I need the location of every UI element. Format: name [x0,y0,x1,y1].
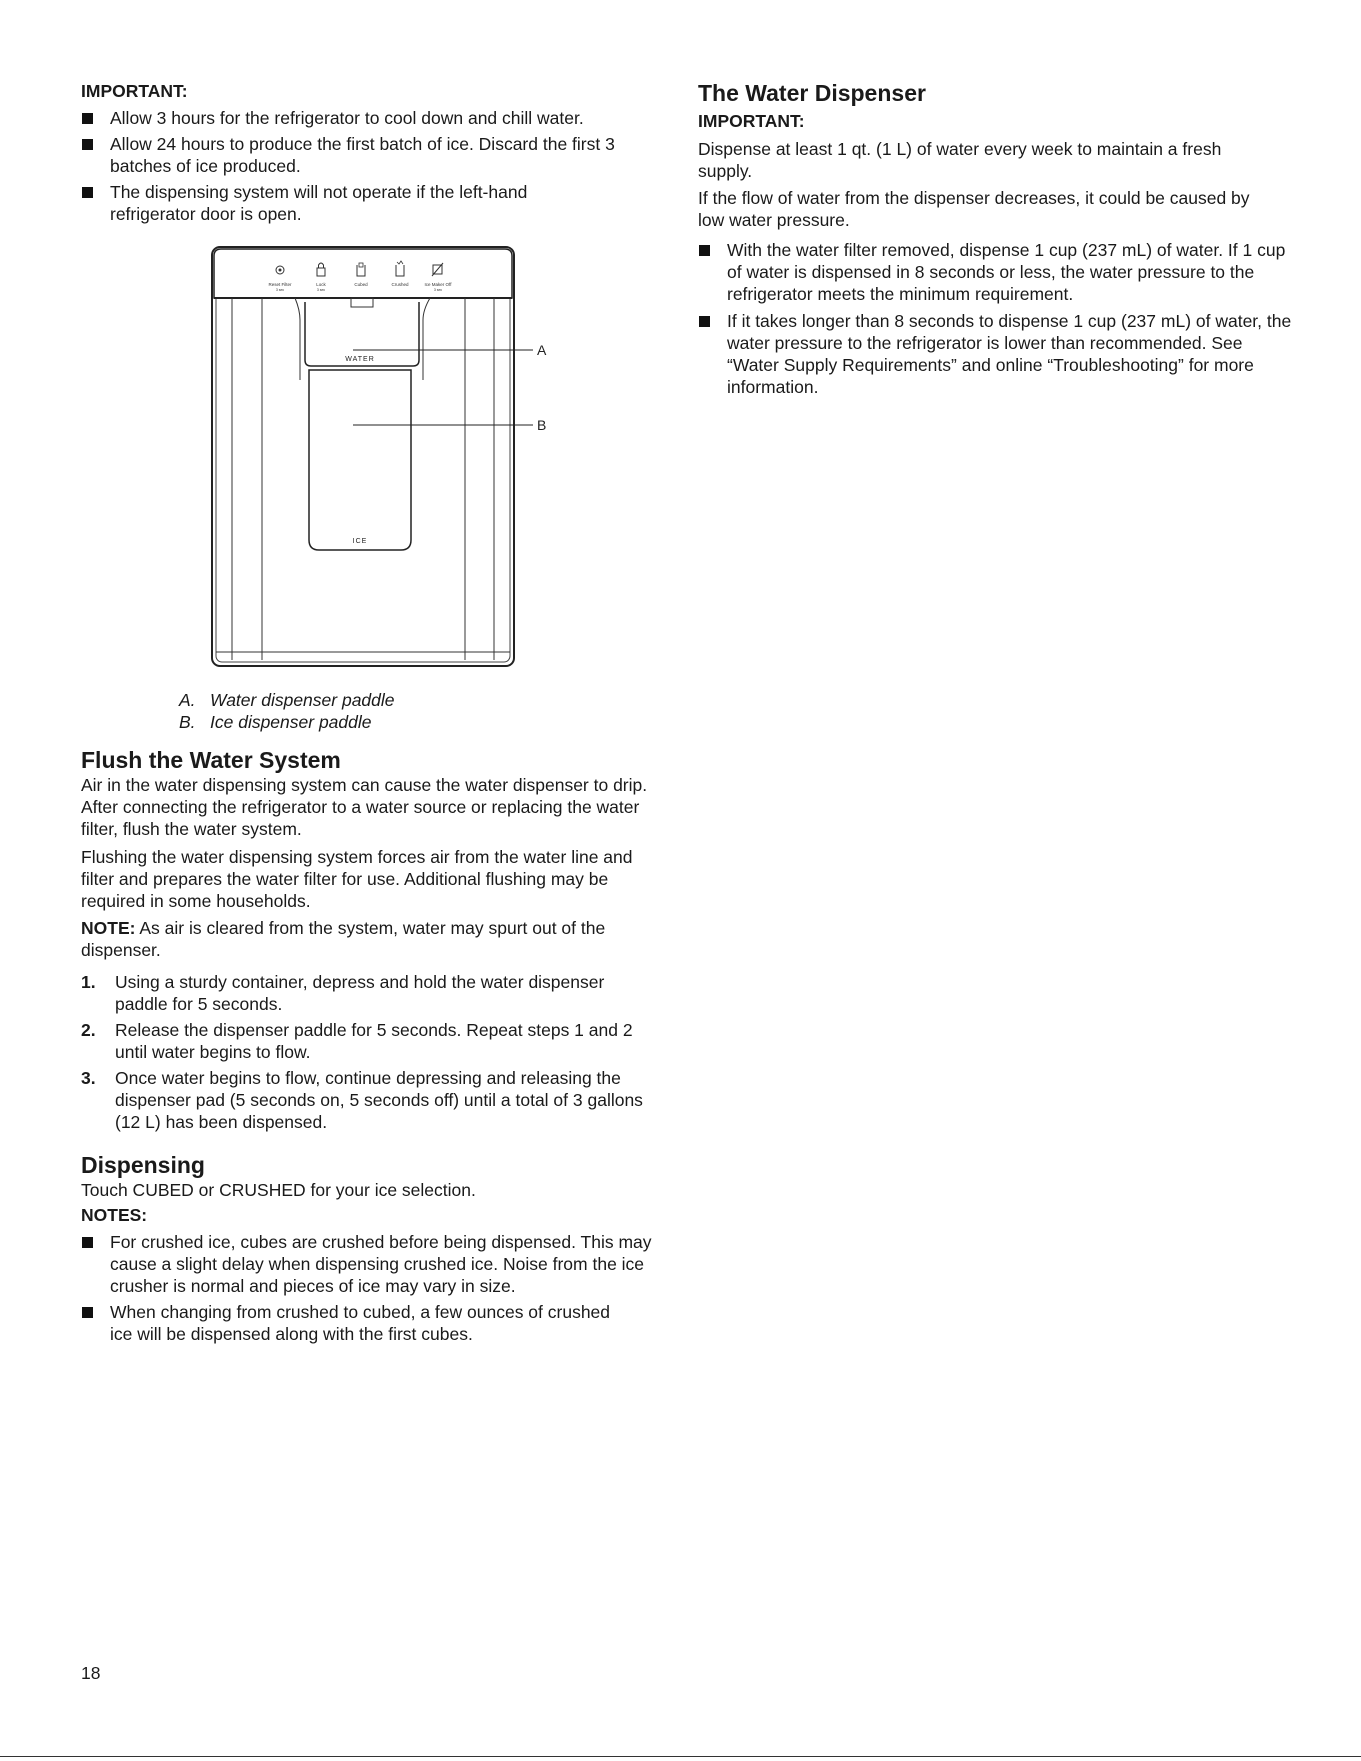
square-bullet-icon [82,139,93,150]
dispenser-diagram [205,240,585,670]
right-important-label: IMPORTANT: [698,111,805,131]
notes-list [81,1231,661,1345]
flush-para-1: Air in the water dispensing system can cause the water dispenser to drip. After connecting the refrigerator to a water source or replacing the water filter, flush the water system. [81,775,648,839]
flush-para-2: Flushing the water dispensing system forces air from the water line and filter and prepares the water filter for use. Additional flushing may be required in some households. [81,847,633,911]
dispensing-intro: Touch CUBED or CRUSHED for your ice selection. [81,1180,476,1200]
list-item: Allow 3 hours for the refrigerator to cool down and chill water. [81,107,661,129]
step-item: 2. Release the dispenser paddle for 5 seconds. Repeat steps 1 and 2 until water begins to flow. [81,1020,633,1062]
ice-maker-off-sub: 3 sec [433,288,443,292]
list-item: For crushed ice, cubes are crushed before being dispensed. This may cause a slight delay when dispensing crushed ice. Noise from the ice crusher is normal and pieces of ice may vary in size. [81,1231,661,1297]
list-item: When changing from crushed to cubed, a few ounces of crushed ice will be dispensed along with the first cubes. [81,1301,610,1345]
lock-sub: 3 sec [316,288,326,292]
list-item: If it takes longer than 8 seconds to dispense 1 cup (237 mL) of water, the water pressure to the refrigerator is lower than recommended. See “Water Supply Requirements” and online “Troubleshooting” for more information. [698,310,1298,398]
page-number: 18 [81,1663,101,1683]
square-bullet-icon [82,1307,93,1318]
callout-b: B [537,417,547,433]
cubed-label: Cubed [354,282,368,287]
flush-heading: Flush the Water System [81,747,341,773]
square-bullet-icon [82,187,93,198]
list-item: With the water filter removed, dispense 1 cup (237 mL) of water. If 1 cup of water is dispensed in 8 seconds or less, the water pressure to the refrigerator meets the minimum requirement. [698,239,1298,305]
right-para-2: If the flow of water from the dispenser decreases, it could be caused by low water pressure. [698,188,1250,230]
dispensing-heading: Dispensing [81,1152,205,1178]
reset-filter-label: Reset Filter [268,282,292,287]
flush-section [81,746,661,1133]
list-item: The dispensing system will not operate if the left-hand refrigerator door is open. [81,181,580,225]
square-bullet-icon [82,1237,93,1248]
flush-steps [81,971,661,1133]
crushed-label: Crushed [391,282,409,287]
reset-filter-sub: 3 sec [275,288,285,292]
step-item: 1. Using a sturdy container, depress and hold the water dispenser paddle for 5 seconds. [81,972,605,1014]
list-item: Allow 24 hours to produce the first batch of ice. Discard the first 3 batches of ice produced. [81,133,661,177]
control-panel [214,249,512,298]
ice-maker-off-label: Ice Maker Off [424,282,452,287]
important-list [81,107,661,225]
water-dispenser-heading: The Water Dispenser [698,80,926,106]
important-label: IMPORTANT: [81,81,188,101]
lock-label: Lock [316,282,326,287]
square-bullet-icon [699,245,710,256]
ice-paddle [309,370,411,550]
callout-a: A [537,342,547,358]
right-list [698,239,1298,398]
caption-a: A. Water dispenser paddle [179,690,395,710]
flush-note: NOTE: As air is cleared from the system, water may spurt out of the dispenser. [81,918,606,960]
square-bullet-icon [699,316,710,327]
water-label: WATER [345,356,375,363]
notes-label: NOTES: [81,1205,148,1225]
square-bullet-icon [82,113,93,124]
step-item: 3. Once water begins to flow, continue depressing and releasing the dispenser pad (5 seconds on, 5 seconds off) until a total of 3 gallons (12 L) has been dispensed. [81,1068,643,1132]
footer-rule [0,1756,1361,1757]
ice-label: ICE [352,538,368,545]
dispensing-section [81,1151,661,1345]
right-para-1: Dispense at least 1 qt. (1 L) of water every week to maintain a fresh supply. [698,139,1222,181]
caption-b: B. Ice dispenser paddle [179,712,372,732]
